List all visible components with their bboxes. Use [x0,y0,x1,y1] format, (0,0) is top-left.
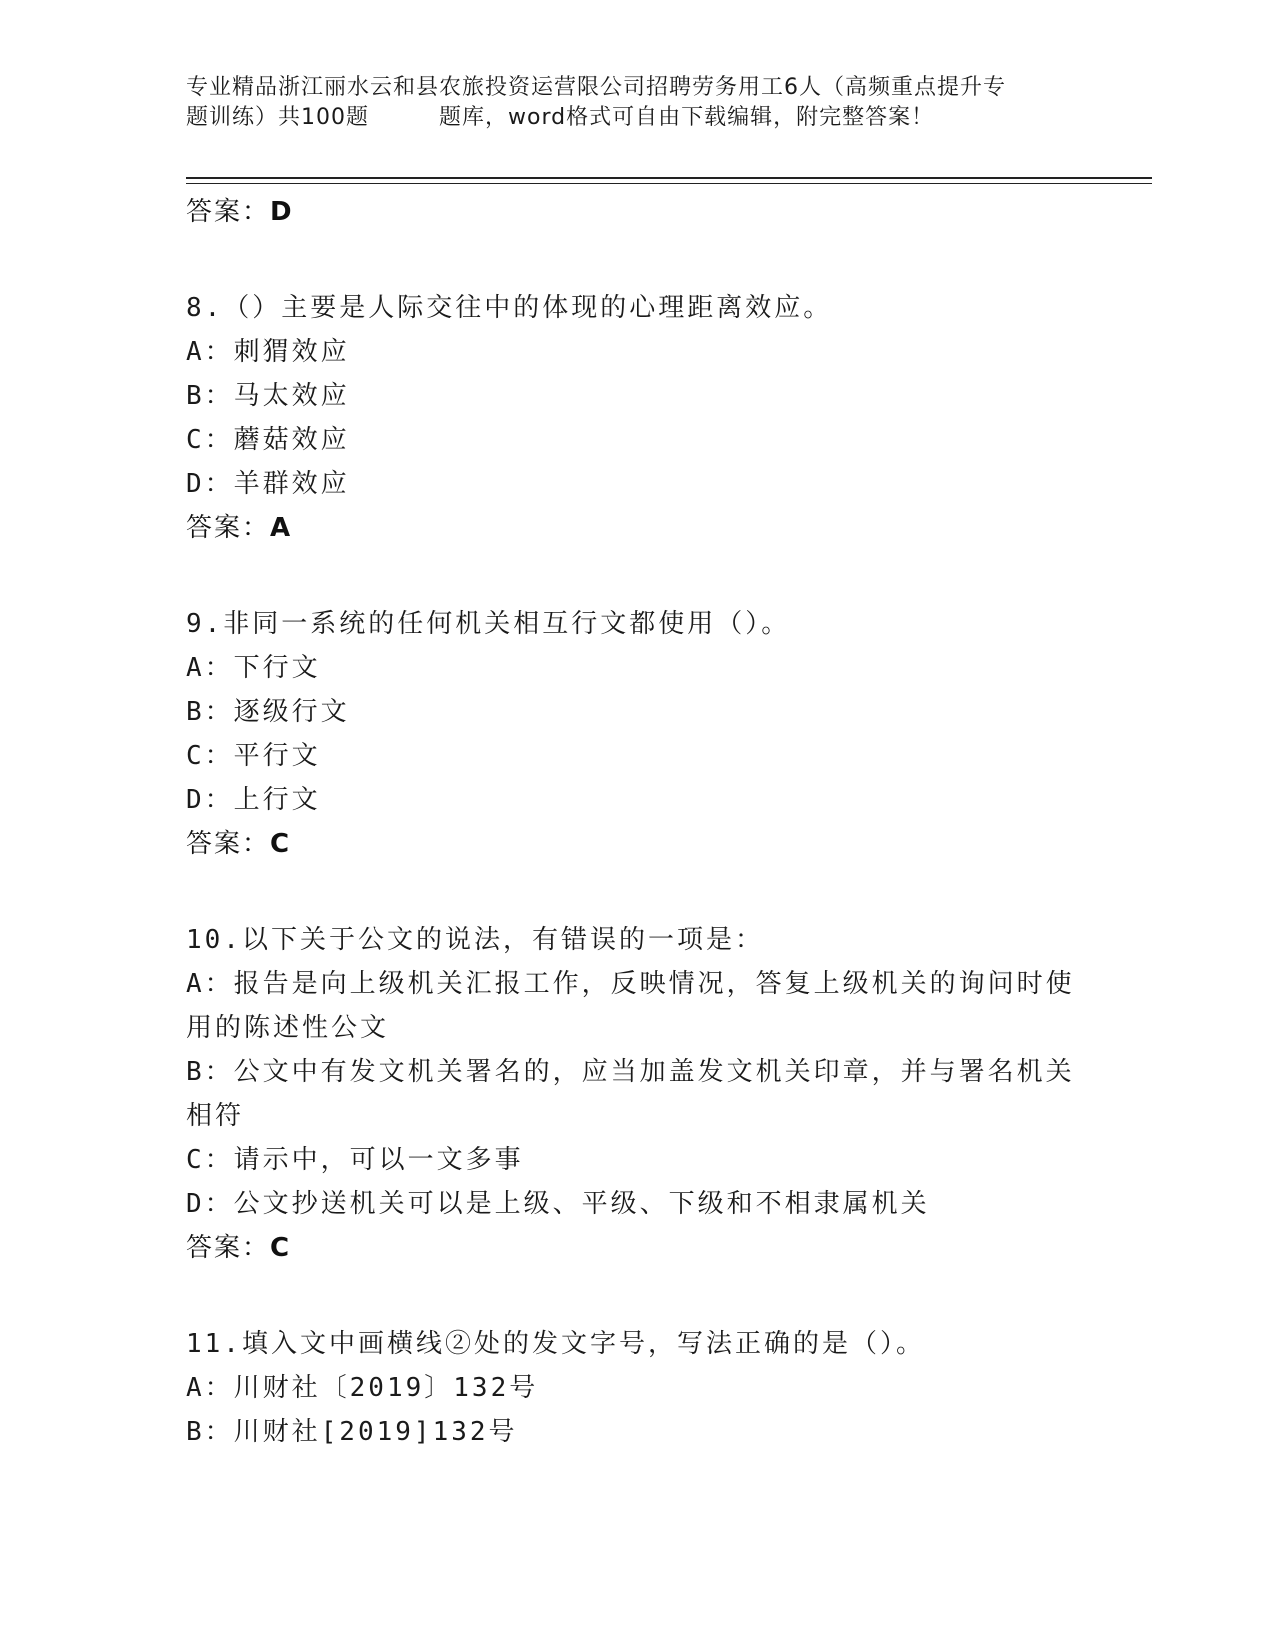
option-a: A：刺猬效应 [186,337,350,367]
answer-value: C [270,829,292,859]
option-b: B：公文中有发文机关署名的，应当加盖发文机关印章，并与署名机关 [186,1057,1075,1087]
answer-value: A [270,513,293,543]
question-stem: 8.（）主要是人际交往中的体现的心理距离效应。 [186,293,833,323]
answer-value: C [270,1233,292,1263]
question-stem: 9.非同一系统的任何机关相互行文都使用（）。 [186,609,791,639]
option-b: B：马太效应 [186,381,350,411]
option-c: C：请示中，可以一文多事 [186,1145,524,1175]
option-a: A：川财社〔2019〕132号 [186,1373,539,1403]
answer-line [186,822,1086,866]
question-10 [186,918,1086,1270]
answer-label: 答案： [186,513,271,543]
answer-line [186,190,1086,234]
option-b: B：逐级行文 [186,697,350,727]
page-header [186,73,1086,133]
answer-value: D [270,197,294,227]
question-11 [186,1322,1086,1454]
header-title-line2 [186,103,1086,133]
answer-line [186,1226,1086,1270]
option-b-continued: 相符 [186,1101,245,1131]
option-b: B：川财社[2019]132号 [186,1417,518,1447]
option-c: C：蘑菇效应 [186,425,350,455]
header-divider-thick [186,177,1152,179]
header-title-line1: 专业精品浙江丽水云和县农旅投资运营限公司招聘劳务用工6人（高频重点提升专 [186,75,1006,100]
question-list [186,190,1086,1454]
question-stem: 10.以下关于公文的说法，有错误的一项是： [186,925,764,955]
header-divider-thin [186,183,1152,184]
question-stem: 11.填入文中画横线②处的发文字号，写法正确的是（）。 [186,1329,925,1359]
question-8 [186,286,1086,550]
answer-label: 答案： [186,829,271,859]
header-title-part1: 题训练）共100题 [186,105,369,130]
answer-label: 答案： [186,1233,271,1263]
option-a: A：报告是向上级机关汇报工作，反映情况，答复上级机关的询问时使 [186,969,1075,999]
option-d: D：上行文 [186,785,321,815]
option-d: D：羊群效应 [186,469,350,499]
question-9 [186,602,1086,866]
option-a-continued: 用的陈述性公文 [186,1013,390,1043]
answer-label: 答案： [186,197,271,227]
answer-line [186,506,1086,550]
option-c: C：平行文 [186,741,321,771]
option-d: D：公文抄送机关可以是上级、平级、下级和不相隶属机关 [186,1189,930,1219]
option-a: A：下行文 [186,653,321,683]
header-title-part2: 题库，word格式可自由下载编辑，附完整答案！ [439,105,935,130]
